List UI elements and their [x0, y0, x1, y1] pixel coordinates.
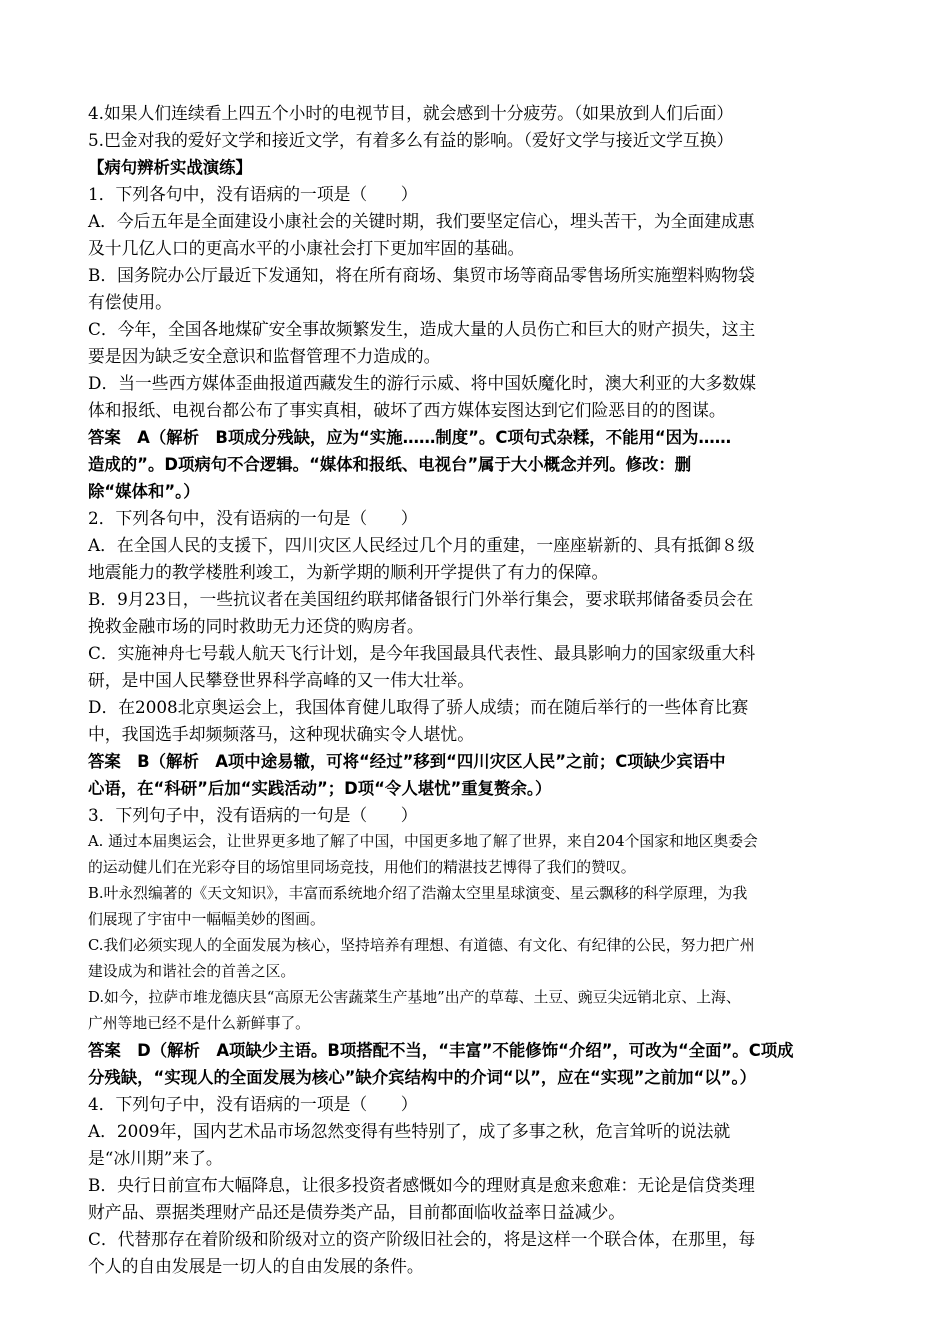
text-line: 4.如果人们连续看上四五个小时的电视节目，就会感到十分疲劳。（如果放到人们后面）	[88, 103, 734, 123]
text-line: 5.巴金对我的爱好文学和接近文学，有着多么有益的影响。（爱好文学与接近文学互换）	[88, 130, 734, 150]
text-line: B．9月23日，一些抗议者在美国纽约联邦储备银行门外举行集会，要求联邦储备委员会在	[88, 589, 754, 609]
answer-or-heading-line: 分残缺，“实现人的全面发展为核心”缺介宾结构中的介词“以”，应在“实现”之前加“以”。）	[88, 1068, 757, 1087]
text-line: A．在全国人民的支援下，四川灾区人民经过几个月的重建，一座座崭新的、具有抵御８级	[88, 535, 755, 555]
text-line: D．当一些西方媒体歪曲报道西藏发生的游行示威、将中国妖魔化时，澳大利亚的大多数媒	[88, 373, 756, 393]
answer-or-heading-line: 除“媒体和”。）	[88, 482, 200, 501]
text-line: A．今后五年是全面建设小康社会的关键时期，我们要坚定信心，埋头苦干，为全面建成惠	[88, 211, 755, 231]
text-line: 的运动健儿们在光彩夺目的场馆里同场竞技，用他们的精湛技艺博得了我们的赞叹。	[88, 859, 636, 876]
text-line: 是“冰川期”来了。	[88, 1148, 223, 1168]
answer-or-heading-line: 答案 B（解析 A项中途易辙，可将“经过”移到“四川灾区人民”之前；C项缺少宾语中	[88, 752, 726, 771]
text-line: 4．下列句子中，没有语病的一项是（ ）	[88, 1094, 418, 1114]
answer-or-heading-line: 【病句辨析实战演练】	[88, 158, 252, 177]
text-line: B．央行日前宣布大幅降息，让很多投资者感慨如今的理财真是愈来愈难：无论是信贷类理	[88, 1175, 755, 1195]
text-line: D.如今，拉萨市堆龙德庆县“高原无公害蔬菜生产基地”出产的草莓、土豆、豌豆尖远销北京、上海、	[88, 989, 741, 1006]
answer-or-heading-line: 答案 A（解析 B项成分残缺，应为“实施……制度”。C项句式杂糅，不能用“因为……	[88, 428, 732, 447]
text-line: 要是因为缺乏安全意识和监督管理不力造成的。	[88, 346, 441, 366]
text-line: 研，是中国人民攀登世界科学高峰的又一伟大壮举。	[88, 670, 474, 690]
text-line: 地震能力的教学楼胜利竣工，为新学期的顺利开学提供了有力的保障。	[88, 562, 609, 582]
text-line: C．实施神舟七号载人航天飞行计划，是今年我国最具代表性、最具影响力的国家级重大科	[88, 643, 756, 663]
text-line: 有偿使用。	[88, 292, 172, 312]
text-line: A. 通过本届奥运会，让世界更多地了解了中国，中国更多地了解了世界，来自204个国家和地区奥委会	[88, 833, 758, 850]
answer-or-heading-line: 答案 D（解析 A项缺少主语。B项搭配不当，“丰富”不能修饰“介绍”，可改为“全面”。C项成	[88, 1041, 794, 1060]
text-line: D．在2008北京奥运会上，我国体育健儿取得了骄人成绩；而在随后举行的一些体育比赛	[88, 697, 749, 717]
text-line: 财产品、票据类理财产品还是债券类产品，目前都面临收益率日益减少。	[88, 1202, 626, 1222]
answer-or-heading-line: 心语，在“科研”后加“实践活动”；D项“令人堪忧”重复赘余。）	[88, 779, 552, 798]
answer-or-heading-line: 造成的”。D项病句不合逻辑。“媒体和报纸、电视台”属于大小概念并列。修改：删	[88, 455, 692, 474]
text-line: 及十几亿人口的更高水平的小康社会打下更加牢固的基础。	[88, 238, 525, 258]
text-line: 体和报纸、电视台都公布了事实真相，破坏了西方媒体妄图达到它们险恶目的的图谋。	[88, 400, 726, 420]
text-line: 个人的自由发展是一切人的自由发展的条件。	[88, 1256, 424, 1276]
text-line: C.我们必须实现人的全面发展为核心，坚持培养有理想、有道德、有文化、有纪律的公民，努力把广州	[88, 937, 755, 954]
text-line: 3．下列句子中，没有语病的一句是（ ）	[88, 805, 418, 825]
text-line: 中，我国选手却频频落马，这种现状确实令人堪忧。	[88, 724, 474, 744]
text-line: 2．下列各句中，没有语病的一句是（ ）	[88, 508, 418, 528]
text-line: 广州等地已经不是什么新鲜事了。	[88, 1015, 310, 1032]
text-line: 1．下列各句中，没有语病的一项是（ ）	[88, 184, 418, 204]
text-line: B.叶永烈编著的《天文知识》，丰富而系统地介绍了浩瀚太空里星球演变、星云飘移的科学原理，为我	[88, 885, 748, 902]
text-line: 挽救金融市场的同时救助无力还贷的购房者。	[88, 616, 424, 636]
text-line: 建设成为和谐社会的首善之区。	[88, 963, 296, 980]
text-line: 们展现了宇宙中一幅幅美妙的图画。	[88, 911, 325, 928]
text-line: A．2009年，国内艺术品市场忽然变得有些特别了，成了多事之秋，危言耸听的说法就	[88, 1121, 731, 1141]
text-line: C．今年，全国各地煤矿安全事故频繁发生，造成大量的人员伤亡和巨大的财产损失，这主	[88, 319, 756, 339]
text-line: B．国务院办公厅最近下发通知，将在所有商场、集贸市场等商品零售场所实施塑料购物袋	[88, 265, 755, 285]
text-line: C．代替那存在着阶级和阶级对立的资产阶级旧社会的，将是这样一个联合体，在那里，每	[88, 1229, 756, 1249]
